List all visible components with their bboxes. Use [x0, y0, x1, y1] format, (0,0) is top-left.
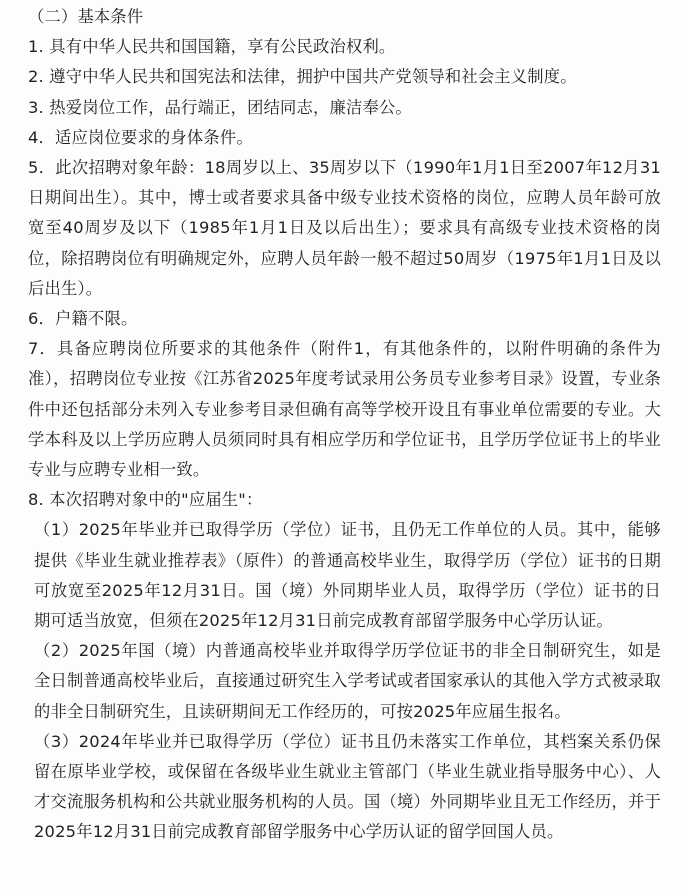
condition-item-5: 5．此次招聘对象年龄：18周岁以上、35周岁以下（1990年1月1日至2007年12月31日期间出生）。其中，博士或者要求具备中级专业技术资格的岗位，应聘人员年龄可放宽至40周岁及以下（1985年1月1日及以后出生）；要求具有高级专业技术资格的岗位，除招聘岗位有明确规定外，应聘人员年龄一般不超过50周岁（1975年1月1日及以后出生）。	[28, 158, 661, 298]
condition-item-6: 6．户籍不限。	[28, 309, 138, 329]
fresh-graduate-item-1: （1）2025年毕业并已取得学历（学位）证书，且仍无工作单位的人员。其中，能够提供《毕业生就业推荐表》（原件）的普通高校毕业生，取得学历（学位）证书的日期可放宽至2025年12月31日。国（境）外同期毕业人员，取得学历（学位）证书的日期可适当放宽，但须在2025年12月31日前完成教育部留学服务中心学历认证。	[34, 520, 661, 631]
condition-item-4: 4．适应岗位要求的身体条件。	[28, 127, 253, 147]
condition-item-7: 7．具备应聘岗位所要求的其他条件（附件1，有其他条件的，以附件明确的条件为准），招聘岗位专业按《江苏省2025年度考试录用公务员专业参考目录》设置，专业条件中还包括部分未列入专业参考目录但确有高等学校开设且有事业单位需要的专业。大学本科及以上学历应聘人员须同时具有相应学历和学位证书，且学历学位证书上的毕业专业与应聘专业相一致。	[28, 339, 661, 480]
condition-item-2: 2. 遵守中华人民共和国宪法和法律，拥护中国共产党领导和社会主义制度。	[28, 67, 577, 87]
fresh-graduate-item-2: （2）2025年国（境）内普通高校毕业并取得学历学位证书的非全日制研究生，如是全日制普通高校毕业后，直接通过研究生入学考试或者国家承认的其他入学方式被录取的非全日制研究生，且读研期间无工作经历的，可按2025年应届生报名。	[34, 641, 661, 721]
condition-item-1: 1. 具有中华人民共和国国籍，享有公民政治权利。	[28, 37, 396, 57]
condition-item-3: 3. 热爱岗位工作，品行端正，团结同志，廉洁奉公。	[28, 97, 412, 117]
fresh-graduate-item-3: （3）2024年毕业并已取得学历（学位）证书且仍未落实工作单位，其档案关系仍保留在原毕业学校，或保留在各级毕业生就业主管部门（毕业生就业指导服务中心）、人才交流服务机构和公共就业服务机构的人员。国（境）外同期毕业且无工作经历，并于2025年12月31日前完成教育部留学服务中心学历认证的留学回国人员。	[34, 731, 661, 842]
condition-item-8: 8. 本次招聘对象中的"应届生"：	[28, 490, 263, 510]
section-heading: （二）基本条件	[28, 7, 144, 26]
